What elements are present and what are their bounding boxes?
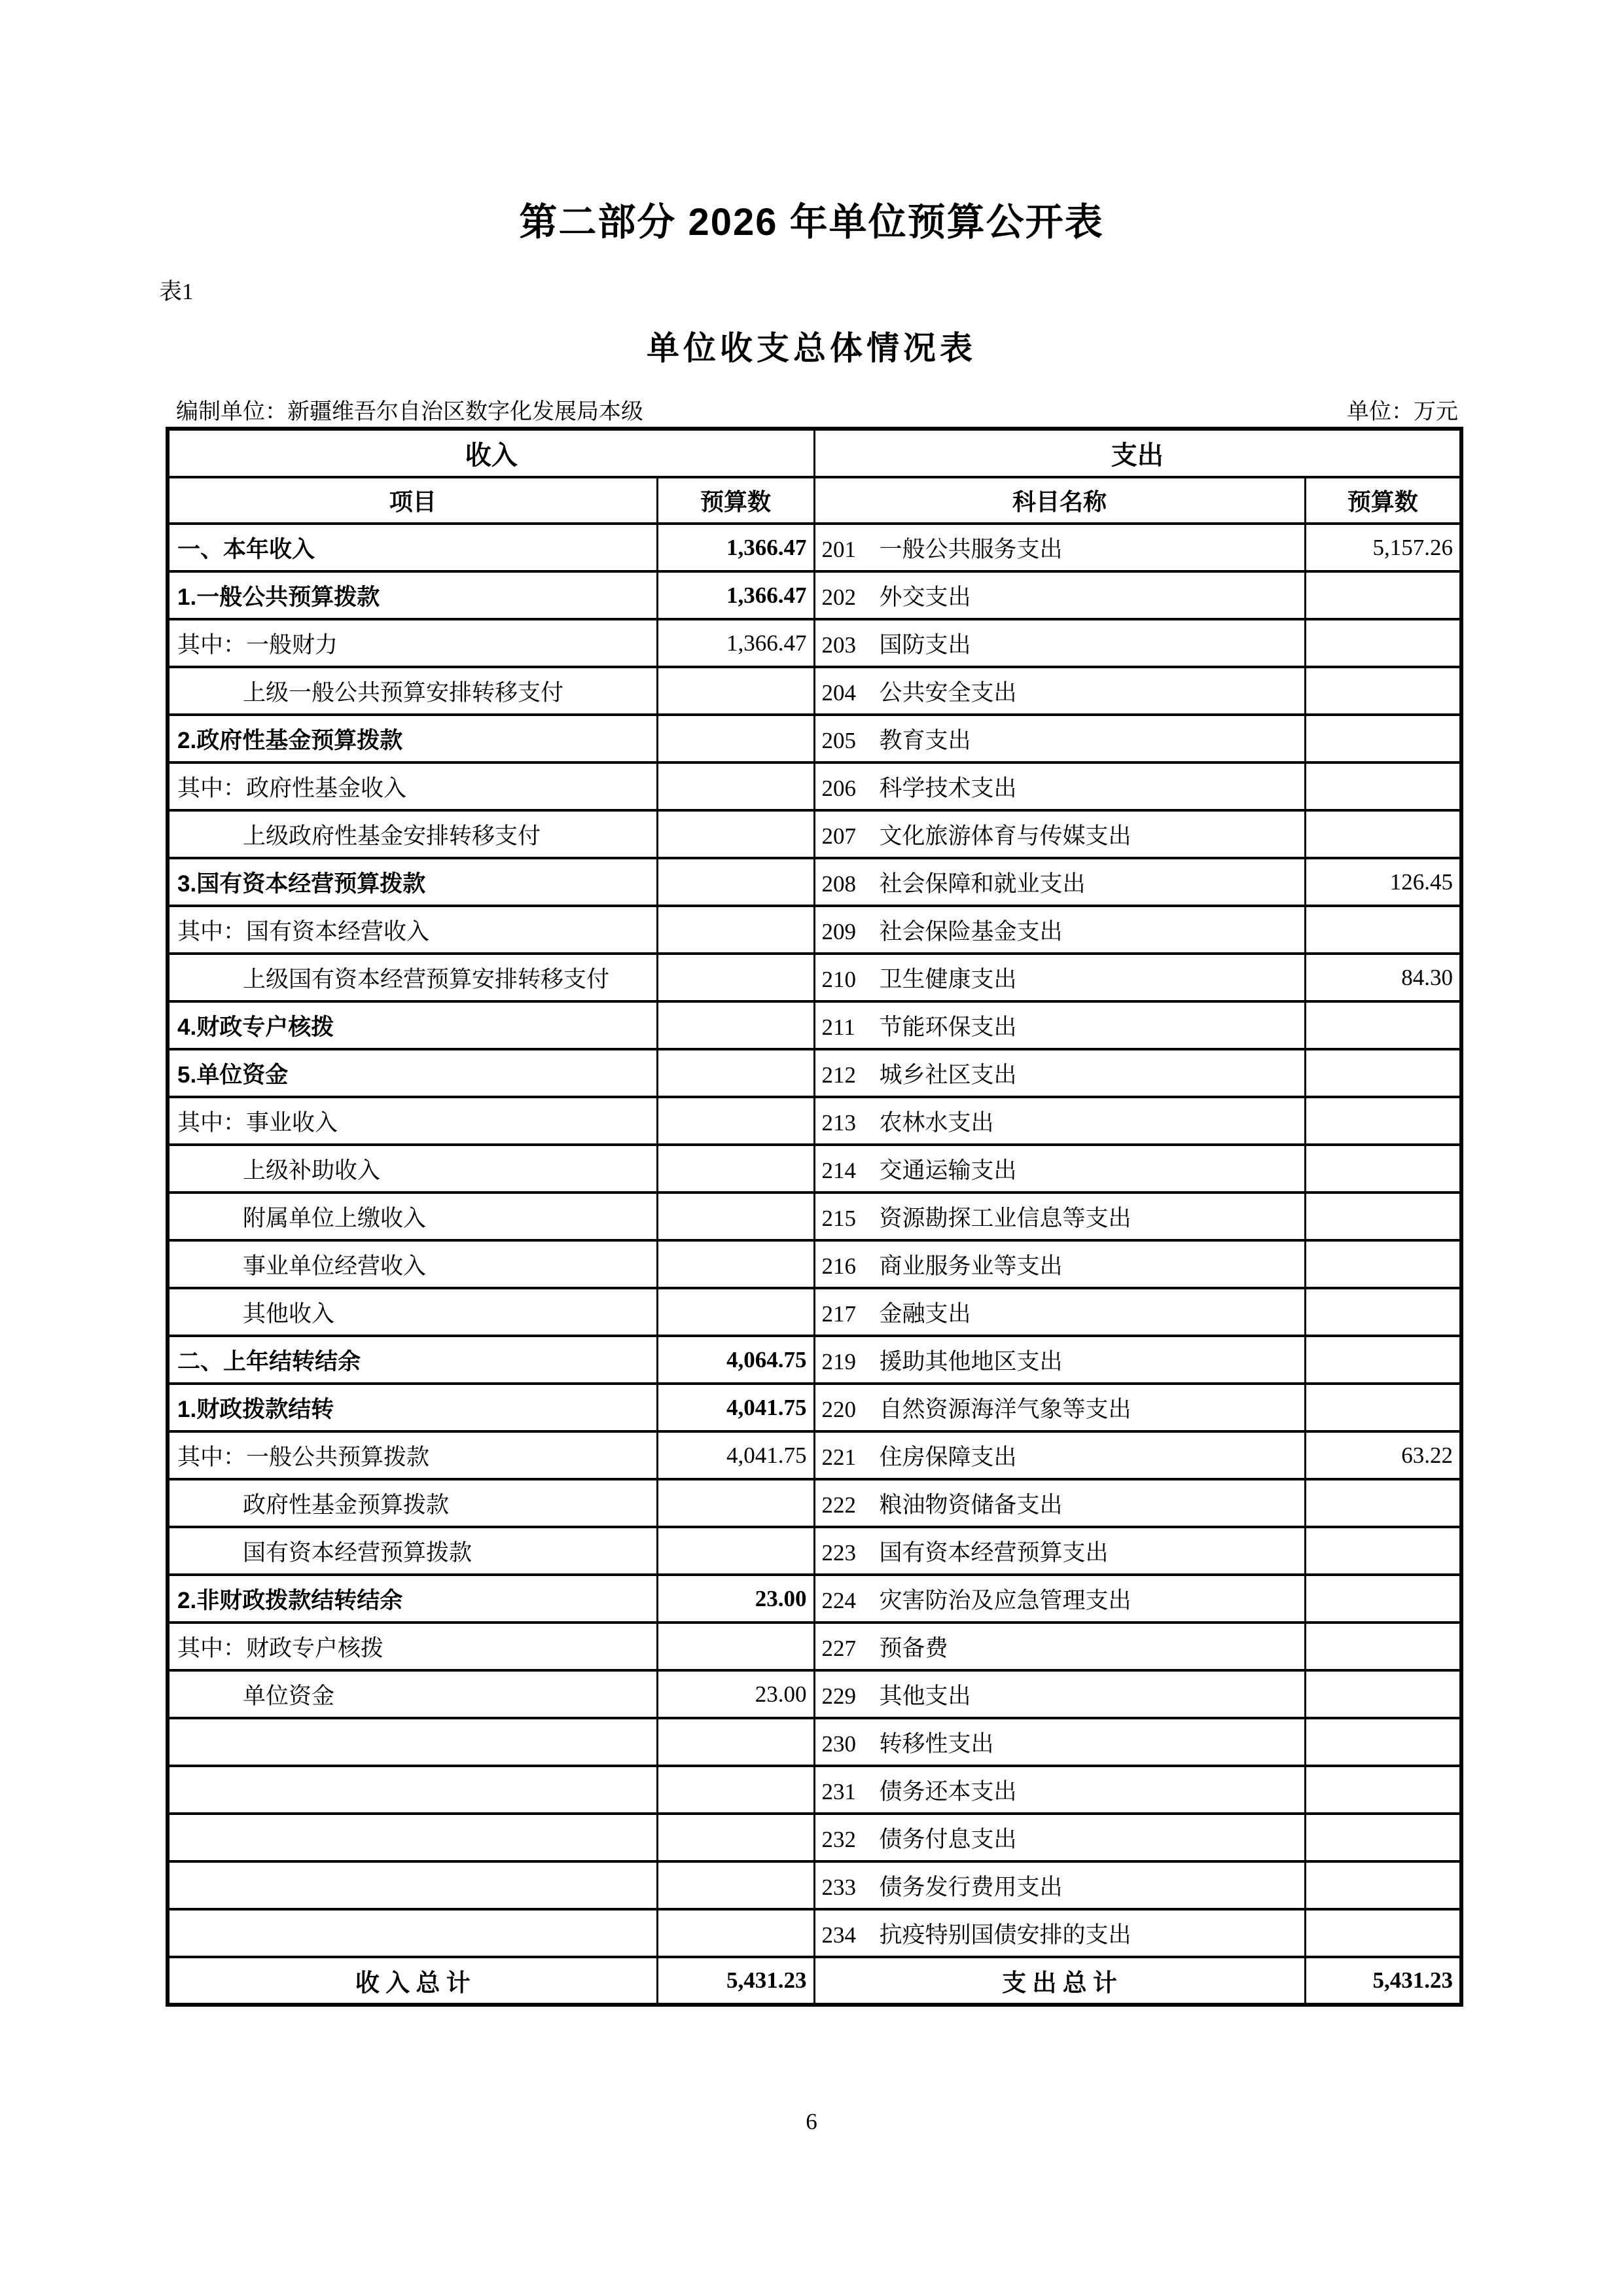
table-row [168,524,1461,571]
expense-subject-name: 其他支出 [879,1683,971,1709]
income-item-cell: 二、上年结转结余 [168,1336,657,1384]
expense-subject-code: 208 [821,870,856,897]
expense-budget-cell [1305,1909,1461,1957]
expense-subject-code: 227 [821,1635,856,1661]
expense-subject-cell [814,1384,1305,1431]
income-item-cell: 1.一般公共预算拨款 [168,571,657,619]
expense-total-value-cell: 5,431.23 [1305,1957,1461,2005]
table-row [168,1623,1461,1670]
expense-budget-cell: 84.30 [1305,954,1461,1001]
table-row [168,1145,1461,1193]
expense-group-header: 支出 [814,429,1461,477]
income-item-cell: 其中：事业收入 [168,1097,657,1145]
expense-budget-cell [1305,1766,1461,1814]
expense-subject-name: 住房保障支出 [879,1444,1017,1470]
expense-subject-name: 社会保障和就业支出 [879,870,1086,897]
table-group-header-row [168,429,1461,477]
expense-subject-name: 社会保险基金支出 [879,918,1063,944]
table-column-header-row [168,477,1461,524]
expense-subject-code: 231 [821,1778,856,1804]
table-row [168,1479,1461,1527]
income-item-cell: 4.财政专户核拨 [168,1001,657,1049]
expense-subject-cell [814,1718,1305,1766]
table-row [168,858,1461,906]
income-budget-cell [657,1193,814,1240]
table-row [168,715,1461,762]
expense-subject-code: 214 [821,1157,856,1183]
expense-budget-cell [1305,1623,1461,1670]
expense-subject-cell [814,906,1305,954]
expense-subject-name: 灾害防治及应急管理支出 [879,1587,1132,1613]
income-budget-cell [657,1097,814,1145]
budget-summary-table [166,427,1463,2007]
income-budget-cell [657,762,814,810]
income-group-header: 收入 [168,429,814,477]
table-row [168,1909,1461,1957]
unit-label: 单位：万元 [1347,400,1458,424]
expense-subject-name: 交通运输支出 [879,1157,1017,1183]
expense-budget-cell [1305,1527,1461,1575]
income-budget-cell [657,667,814,715]
expense-subject-cell [814,1527,1305,1575]
table-row [168,954,1461,1001]
expense-subject-code: 230 [821,1731,856,1757]
income-item-cell: 一、本年收入 [168,524,657,571]
income-budget-cell [657,1240,814,1288]
table-number-label: 表1 [159,279,194,304]
expense-subject-cell [814,619,1305,667]
income-item-cell: 1.财政拨款结转 [168,1384,657,1431]
expense-subject-code: 202 [821,584,856,610]
expense-budget-cell [1305,571,1461,619]
expense-subject-name: 节能环保支出 [879,1014,1017,1040]
expense-subject-name: 预备费 [879,1635,948,1661]
expense-subject-code: 220 [821,1396,856,1422]
expense-subject-cell [814,1097,1305,1145]
expense-subject-code: 232 [821,1826,856,1852]
table-body [168,524,1461,2005]
expense-subject-cell [814,810,1305,858]
expense-subject-name: 债务付息支出 [879,1826,1017,1852]
expense-subject-name: 粮油物资储备支出 [879,1492,1063,1518]
expense-subject-code: 213 [821,1109,856,1136]
expense-budget-cell [1305,1097,1461,1145]
table-total-row [168,1957,1461,2005]
expense-budget-cell [1305,667,1461,715]
expense-subject-code: 223 [821,1539,856,1566]
expense-subject-cell [814,1193,1305,1240]
expense-subject-code: 205 [821,727,856,753]
expense-subject-name: 商业服务业等支出 [879,1253,1063,1279]
expense-subject-name: 资源勘探工业信息等支出 [879,1205,1132,1231]
expense-subject-code: 229 [821,1683,856,1709]
expense-subject-cell [814,1909,1305,1957]
expense-subject-name: 转移性支出 [879,1731,994,1757]
expense-subject-code: 234 [821,1922,856,1948]
expense-subject-cell [814,762,1305,810]
income-budget-cell: 23.00 [657,1670,814,1718]
expense-subject-code: 215 [821,1205,856,1231]
table-row [168,1431,1461,1479]
expense-subject-cell [814,1861,1305,1909]
income-budget-cell [657,954,814,1001]
table-row [168,1814,1461,1861]
expense-budget-cell [1305,1718,1461,1766]
expense-subject-cell [814,1575,1305,1623]
table-row [168,1336,1461,1384]
expense-subject-name: 债务发行费用支出 [879,1874,1063,1900]
income-item-cell [168,1814,657,1861]
expense-budget-cell [1305,1001,1461,1049]
income-budget-cell [657,1049,814,1097]
expense-subject-name: 抗疫特别国债安排的支出 [879,1922,1132,1948]
column-header-income-budget: 预算数 [657,477,814,524]
income-budget-cell [657,1288,814,1336]
expense-budget-cell [1305,1193,1461,1240]
prepared-by-label: 编制单位：新疆维吾尔自治区数字化发展局本级 [176,400,643,424]
income-item-cell: 2.非财政拨款结转结余 [168,1575,657,1623]
expense-subject-code: 222 [821,1492,856,1518]
income-budget-cell [657,1861,814,1909]
income-item-cell: 其他收入 [168,1288,657,1336]
table-title: 单位收支总体情况表 [647,330,976,367]
table-row [168,619,1461,667]
income-budget-cell [657,715,814,762]
income-item-cell: 事业单位经营收入 [168,1240,657,1288]
expense-budget-cell [1305,1336,1461,1384]
expense-subject-name: 国防支出 [879,632,971,658]
table-row [168,1193,1461,1240]
table-row [168,1288,1461,1336]
column-header-expense-budget: 预算数 [1305,477,1461,524]
income-total-label-cell: 收 入 总 计 [168,1957,657,2005]
income-item-cell: 5.单位资金 [168,1049,657,1097]
income-budget-cell: 1,366.47 [657,524,814,571]
table-row [168,1384,1461,1431]
income-budget-cell [657,1527,814,1575]
table-meta-line [167,393,1459,425]
expense-budget-cell [1305,1384,1461,1431]
expense-subject-name: 文化旅游体育与传媒支出 [879,823,1132,849]
expense-subject-name: 金融支出 [879,1300,971,1327]
expense-subject-cell [814,1623,1305,1670]
expense-subject-cell [814,1145,1305,1193]
income-item-cell: 上级政府性基金安排转移支付 [168,810,657,858]
income-budget-cell: 1,366.47 [657,619,814,667]
income-item-cell: 其中：国有资本经营收入 [168,906,657,954]
table-row [168,1575,1461,1623]
expense-budget-cell [1305,1575,1461,1623]
document-title: 第二部分 2026 年单位预算公开表 [519,201,1104,243]
income-item-cell: 2.政府性基金预算拨款 [168,715,657,762]
income-budget-cell: 1,366.47 [657,571,814,619]
income-budget-cell [657,1623,814,1670]
income-item-cell: 上级国有资本经营预算安排转移支付 [168,954,657,1001]
income-budget-cell [657,858,814,906]
table-row [168,810,1461,858]
expense-total-label-cell: 支 出 总 计 [814,1957,1305,2005]
income-item-cell: 单位资金 [168,1670,657,1718]
expense-budget-cell [1305,1479,1461,1527]
income-budget-cell [657,1909,814,1957]
expense-budget-cell [1305,810,1461,858]
expense-subject-code: 210 [821,966,856,992]
income-item-cell: 其中：一般公共预算拨款 [168,1431,657,1479]
income-item-cell: 国有资本经营预算拨款 [168,1527,657,1575]
table-row [168,1670,1461,1718]
table-row [168,1097,1461,1145]
expense-subject-cell [814,1814,1305,1861]
expense-subject-cell [814,1001,1305,1049]
expense-subject-code: 204 [821,679,856,706]
table-row [168,1240,1461,1288]
expense-budget-cell: 63.22 [1305,1431,1461,1479]
expense-subject-name: 国有资本经营预算支出 [879,1539,1109,1566]
expense-subject-name: 科学技术支出 [879,775,1017,801]
table-row [168,1861,1461,1909]
expense-subject-code: 216 [821,1253,856,1279]
expense-subject-cell [814,571,1305,619]
expense-subject-name: 援助其他地区支出 [879,1348,1063,1374]
income-budget-cell [657,1814,814,1861]
expense-budget-cell [1305,762,1461,810]
expense-budget-cell [1305,1145,1461,1193]
expense-subject-cell [814,667,1305,715]
column-header-subject: 科目名称 [814,477,1305,524]
table-row [168,1718,1461,1766]
income-item-cell: 其中：财政专户核拨 [168,1623,657,1670]
income-item-cell [168,1909,657,1957]
expense-budget-cell: 5,157.26 [1305,524,1461,571]
income-budget-cell: 4,041.75 [657,1431,814,1479]
table-row [168,1001,1461,1049]
income-item-cell: 政府性基金预算拨款 [168,1479,657,1527]
table-row [168,1527,1461,1575]
expense-subject-code: 201 [821,536,856,562]
expense-budget-cell [1305,1049,1461,1097]
income-item-cell [168,1718,657,1766]
expense-subject-name: 外交支出 [879,584,971,610]
income-item-cell: 上级补助收入 [168,1145,657,1193]
expense-subject-code: 203 [821,632,856,658]
income-total-value-cell: 5,431.23 [657,1957,814,2005]
table-row [168,1766,1461,1814]
income-budget-cell [657,1766,814,1814]
income-item-cell: 上级一般公共预算安排转移支付 [168,667,657,715]
income-budget-cell [657,810,814,858]
income-item-cell: 3.国有资本经营预算拨款 [168,858,657,906]
income-budget-cell: 4,041.75 [657,1384,814,1431]
table-row [168,762,1461,810]
expense-subject-cell [814,524,1305,571]
expense-budget-cell [1305,619,1461,667]
expense-subject-code: 233 [821,1874,856,1900]
income-item-cell: 其中：政府性基金收入 [168,762,657,810]
expense-subject-cell [814,715,1305,762]
expense-subject-cell [814,858,1305,906]
expense-subject-name: 债务还本支出 [879,1778,1017,1804]
expense-subject-cell [814,1431,1305,1479]
income-budget-cell: 4,064.75 [657,1336,814,1384]
income-budget-cell [657,1001,814,1049]
expense-budget-cell [1305,1240,1461,1288]
expense-budget-cell [1305,1814,1461,1861]
expense-subject-cell [814,1049,1305,1097]
expense-subject-cell [814,1670,1305,1718]
table-row [168,667,1461,715]
expense-subject-code: 211 [821,1014,855,1040]
table-row [168,571,1461,619]
expense-subject-code: 206 [821,775,856,801]
income-budget-cell [657,1479,814,1527]
income-budget-cell [657,1145,814,1193]
page-number: 6 [806,2109,817,2134]
expense-subject-name: 农林水支出 [879,1109,994,1136]
expense-subject-code: 207 [821,823,856,849]
expense-subject-code: 224 [821,1587,856,1613]
income-item-cell: 其中：一般财力 [168,619,657,667]
expense-subject-code: 217 [821,1300,856,1327]
expense-budget-cell [1305,1670,1461,1718]
expense-budget-cell: 126.45 [1305,858,1461,906]
income-item-cell: 附属单位上缴收入 [168,1193,657,1240]
income-item-cell [168,1766,657,1814]
expense-budget-cell [1305,715,1461,762]
income-item-cell [168,1861,657,1909]
table-row [168,906,1461,954]
expense-subject-cell [814,1336,1305,1384]
expense-subject-code: 212 [821,1062,856,1088]
expense-subject-cell [814,954,1305,1001]
expense-subject-code: 221 [821,1444,856,1470]
expense-subject-cell [814,1288,1305,1336]
expense-budget-cell [1305,1861,1461,1909]
column-header-item: 项目 [168,477,657,524]
table-row [168,1049,1461,1097]
expense-subject-name: 教育支出 [879,727,971,753]
expense-subject-code: 209 [821,918,856,944]
expense-subject-name: 一般公共服务支出 [879,536,1063,562]
income-budget-cell [657,906,814,954]
expense-subject-name: 卫生健康支出 [879,966,1017,992]
expense-budget-cell [1305,906,1461,954]
expense-subject-name: 城乡社区支出 [879,1062,1017,1088]
expense-subject-cell [814,1766,1305,1814]
income-budget-cell [657,1718,814,1766]
expense-subject-name: 公共安全支出 [879,679,1017,706]
expense-subject-cell [814,1240,1305,1288]
expense-budget-cell [1305,1288,1461,1336]
expense-subject-name: 自然资源海洋气象等支出 [879,1396,1132,1422]
income-budget-cell: 23.00 [657,1575,814,1623]
expense-subject-code: 219 [821,1348,856,1374]
expense-subject-cell [814,1479,1305,1527]
